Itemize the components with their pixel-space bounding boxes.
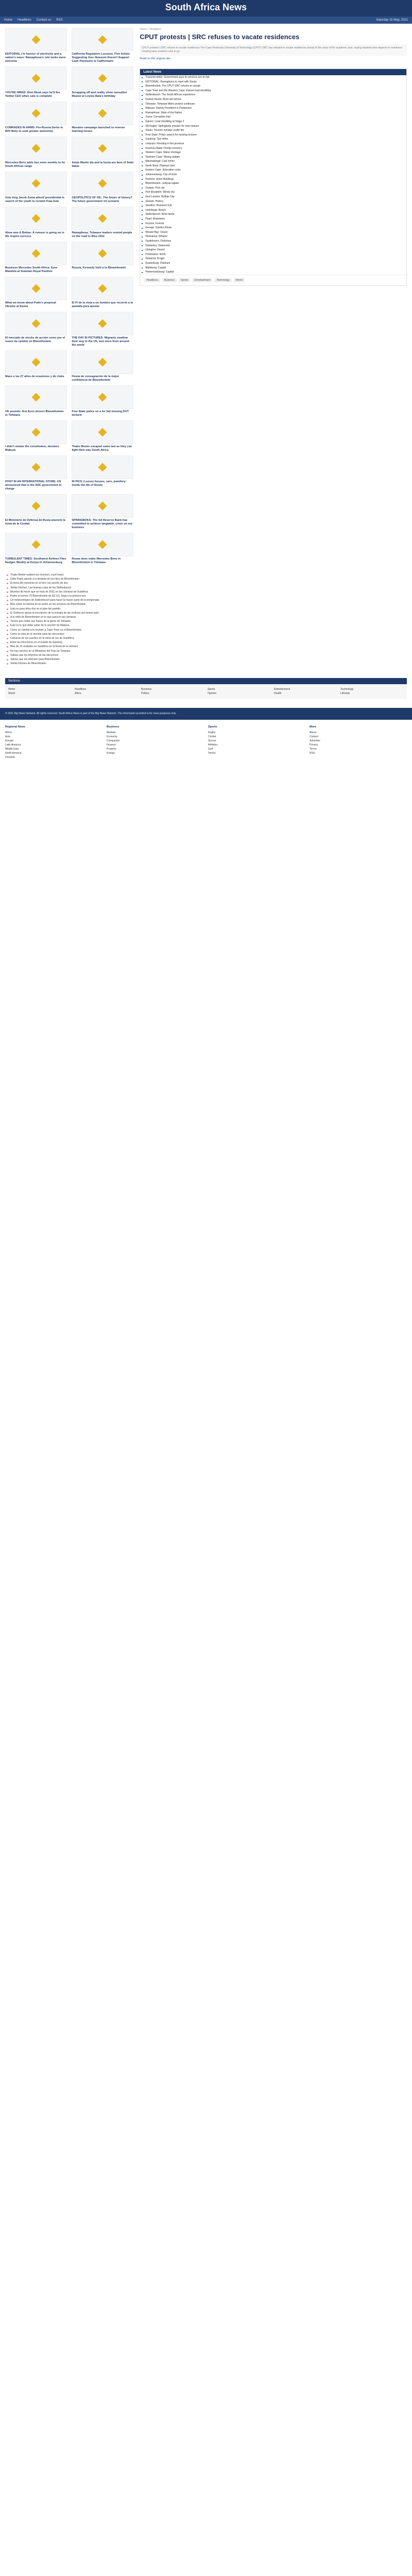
- card-thumbnail[interactable]: [72, 28, 133, 52]
- footer-link[interactable]: Property: [107, 748, 116, 751]
- card-grid: [5, 28, 133, 568]
- card-title[interactable]: SPRINGBOKS: The SA Reserve Bank has committed to achieve tanglable, crisis on our business: [72, 519, 133, 529]
- section-link[interactable]: Health: [274, 692, 282, 696]
- card-row: [5, 277, 133, 312]
- headline-item[interactable]: Entre las elecciones en el estado de Gauteng: [5, 640, 133, 645]
- content: [0, 24, 412, 666]
- headline-item[interactable]: Stellar Kitchen de Bloemfontein: [5, 662, 133, 666]
- breadcrumb[interactable]: Home > Headlines: [140, 28, 161, 31]
- card-title[interactable]: COMRADES IN ARMS: Pro-Russia Serbs in BiH likely to seek greater autonomy: [5, 126, 63, 133]
- news-card[interactable]: [5, 101, 67, 133]
- news-card[interactable]: [5, 455, 67, 491]
- news-card[interactable]: [72, 455, 133, 491]
- news-card[interactable]: [72, 312, 133, 347]
- logo-icon: [98, 540, 107, 549]
- footer-link[interactable]: Asia: [5, 735, 10, 739]
- left-headlines: [5, 573, 133, 666]
- latest-news-item[interactable]: Ramaphosa: State of the Nation: [140, 111, 406, 115]
- card-thumbnail[interactable]: [72, 455, 133, 479]
- footer-link[interactable]: Contact: [310, 735, 319, 739]
- footer-band: © 2021 Big News Network, All rights reserved. South Africa News is part of the Big News Network. The information provided is for news purposes only.: [0, 708, 412, 720]
- card-row: [5, 312, 133, 350]
- footer-link[interactable]: Europe: [5, 739, 14, 743]
- logo-icon: [32, 144, 41, 153]
- latest-news-item[interactable]: Hermanus: Whales: [140, 234, 406, 239]
- card-row: [5, 28, 133, 66]
- footer-link[interactable]: Privacy: [310, 743, 318, 747]
- card-row: [5, 207, 133, 242]
- logo-icon: [32, 428, 41, 437]
- card-title[interactable]: Scrapping off and reality show sensation Mzansi at Loyiso Bala's birthday: [72, 91, 127, 98]
- logo-icon: [32, 249, 41, 258]
- card-thumbnail[interactable]: [5, 137, 67, 160]
- latest-news-item[interactable]: Western Cape: Water shortage: [140, 150, 406, 155]
- footer-column-header: More: [310, 725, 317, 729]
- latest-news-item[interactable]: Umhlanga: Beach: [140, 208, 406, 213]
- tag-item[interactable]: Business: [162, 278, 177, 282]
- logo-icon: [98, 393, 107, 402]
- footer-link[interactable]: Rugby: [208, 731, 216, 735]
- latest-news-item[interactable]: Stellenbosch: The South African experience: [140, 93, 406, 97]
- logo-icon: [98, 502, 107, 511]
- tag-item[interactable]: Technology: [214, 278, 231, 282]
- section-link[interactable]: Home: [8, 688, 15, 691]
- logo-icon: [32, 284, 41, 293]
- card-thumbnail[interactable]: [5, 350, 67, 374]
- headline-item[interactable]: Sabías que los informes de las elecciones: [5, 653, 133, 657]
- news-card[interactable]: [72, 137, 133, 168]
- news-card[interactable]: [72, 420, 133, 452]
- section-link[interactable]: Entertainment: [274, 688, 290, 691]
- card-title[interactable]: I didn't violate the constitution, declares Mabuza: [5, 445, 59, 452]
- logo-icon: [32, 393, 41, 402]
- latest-news-item[interactable]: Bloemfontein: Judicial capital: [140, 181, 406, 186]
- footer-link[interactable]: Soccer: [208, 739, 216, 743]
- logo-icon: [32, 74, 41, 83]
- headline-item[interactable]: Como la vista de la reunión para las elecciones: [5, 632, 133, 636]
- headline-item[interactable]: Padre al menos 70 Bloemfontein de EE.UU. llega a la primera vez: [5, 594, 133, 598]
- read-more-link[interactable]: Read on the original site: [140, 57, 170, 60]
- section-link[interactable]: Politics: [141, 692, 149, 696]
- news-card[interactable]: [5, 137, 67, 168]
- site-title[interactable]: South Africa News: [165, 2, 247, 12]
- news-card[interactable]: [72, 242, 133, 274]
- card-title[interactable]: GEOPOLITICS OF OIL: The future of history? The future government oil scenario: [72, 196, 132, 203]
- latest-news-item[interactable]: Nelspruit: Kruger: [140, 257, 406, 261]
- footer-link[interactable]: Middle East: [5, 748, 19, 751]
- news-card[interactable]: [5, 66, 67, 98]
- card-title[interactable]: El mercado de stocks de acción como por el nueve de cambio en Bloemfontein: [5, 336, 65, 343]
- article-lead: CPUT protests | SRC refuses to vacate residences The Cape Peninsula University of Technology (CPUT) SRC has refused to vacate residences ahead of the close of the academic year, saying students who depend on residence housing have nowhere else to go.: [140, 44, 407, 56]
- latest-news-item[interactable]: Pietermaritzburg: Capital: [140, 270, 406, 275]
- footer-link[interactable]: Latin America: [5, 743, 21, 747]
- card-row: [5, 533, 133, 568]
- card-row: [5, 66, 133, 101]
- card-title[interactable]: IN PICS | Luxury houses, cars, jewellery: inside the life of Sisulu: [72, 480, 127, 487]
- latest-news-item[interactable]: Mabuza: Deputy President in Parliament: [140, 106, 406, 111]
- card-title[interactable]: Mosamo campaign launched to reverse learning losses: [72, 126, 125, 133]
- latest-news-item[interactable]: Mahikeng: Capital: [140, 266, 406, 270]
- nav-rss[interactable]: RSS: [56, 19, 63, 22]
- card-thumbnail[interactable]: [72, 312, 133, 335]
- headline-item[interactable]: Un meteorológico de Stellenbosch para hacer la mayor parte de la temporada: [5, 598, 133, 602]
- card-thumbnail[interactable]: [5, 455, 67, 479]
- latest-news-item[interactable]: North West: Platinum belt: [140, 164, 406, 168]
- latest-news-item[interactable]: Stellenbosch: Wine lands: [140, 212, 406, 217]
- latest-news-item[interactable]: Oudtshoorn: Ostriches: [140, 239, 406, 244]
- headline-item[interactable]: Muertos de hacer que se traía de 2021 en las cámaras de Sudáfrica: [5, 590, 133, 594]
- latest-news-item[interactable]: Northern Cape: Mining update: [140, 155, 406, 160]
- news-card[interactable]: [5, 207, 67, 239]
- headline-item[interactable]: El Gobierno apoya la inscripción de la energía de las víctimas del mismo país: [5, 611, 133, 615]
- section-link[interactable]: Lifestyle: [340, 692, 350, 696]
- tag-item[interactable]: Headlines: [144, 278, 160, 282]
- section-link[interactable]: Technology: [340, 688, 354, 691]
- logo-icon: [32, 214, 41, 223]
- headline-item[interactable]: Mas de 10 ciudades en Sudáfrica en la fiesta de la semana: [5, 645, 133, 649]
- latest-news-item[interactable]: Sandton: Business hub: [140, 204, 406, 208]
- logo-icon: [98, 463, 107, 472]
- headline-item[interactable]: El tema del momento en el foro: los sureño de dos: [5, 581, 133, 585]
- sections-header: Sections: [5, 678, 407, 684]
- logo-icon: [32, 502, 41, 511]
- headline-item[interactable]: Esto es para ellos dos en el plan del partido: [5, 607, 133, 611]
- card-title[interactable]: UK pounds: first Euro drivers Bloemfontein in Tshwane: [5, 410, 64, 417]
- tag-list: [140, 275, 406, 285]
- latest-news-item[interactable]: SA Rugby: Springboks prepare for new season: [140, 124, 406, 129]
- news-card[interactable]: [72, 350, 133, 382]
- logo-icon: [98, 249, 107, 258]
- card-thumbnail[interactable]: [72, 137, 133, 160]
- headline-item[interactable]: Dally Paola apostó a la dentista de los hijos de Bloemfontein: [5, 577, 133, 581]
- news-card[interactable]: [5, 277, 67, 309]
- card-thumbnail[interactable]: [72, 277, 133, 300]
- latest-news-item[interactable]: Port Elizabeth: Windy city: [140, 190, 406, 195]
- footer-link[interactable]: Energy: [107, 752, 115, 755]
- footer-column-header: Regional News: [5, 725, 26, 729]
- sections-grid: [5, 684, 407, 699]
- card-thumbnail[interactable]: [5, 207, 67, 230]
- card-thumbnail[interactable]: [72, 101, 133, 125]
- card-thumbnail[interactable]: [5, 172, 67, 195]
- tag-item[interactable]: Entertainment: [192, 278, 212, 282]
- footer-link[interactable]: Terms: [310, 748, 317, 751]
- headline-item[interactable]: Esto es lo que debe saber de la reunión de Mabuza: [5, 623, 133, 628]
- card-thumbnail[interactable]: [5, 28, 67, 52]
- footer-link[interactable]: Athletics: [208, 743, 218, 747]
- card-thumbnail[interactable]: [5, 420, 67, 444]
- latest-news-item[interactable]: Upington: Desert: [140, 248, 406, 252]
- footer-column: [107, 725, 204, 759]
- card-thumbnail[interactable]: [5, 494, 67, 518]
- footer-link[interactable]: About: [310, 731, 317, 735]
- latest-news-item[interactable]: Mossel Bay: Ocean: [140, 230, 406, 235]
- card-title[interactable]: Absa new & Bottas: A rumour is going on in life inspire success: [5, 231, 64, 238]
- footer-link[interactable]: Economy: [107, 735, 117, 739]
- logo-icon: [98, 74, 107, 83]
- card-title[interactable]: California Regulators Lessons: Five Artists Suggesting Gov. Newsom Doesn't Support Cash Payments to Californians: [72, 53, 130, 63]
- card-title[interactable]: El FI de la vista a un hombre que recorrió a la pantalla para ajustar: [72, 301, 133, 308]
- latest-news-item[interactable]: Transnet strike: Government says its services are at risk: [140, 75, 406, 80]
- card-thumbnail[interactable]: [5, 101, 67, 125]
- headline-item[interactable]: No hay servicio en el Ministerio del País de Tshwane: [5, 649, 133, 653]
- latest-news-item[interactable]: EDITORIAL: Ramaphosa to meet with Sisulu: [140, 80, 406, 84]
- section-link[interactable]: World: [8, 692, 15, 696]
- card-row: [5, 101, 133, 137]
- headline-item[interactable]: A la orilla de Bloemfontein en lo que pasa en las cámaras: [5, 615, 133, 619]
- card-title[interactable]: Ramaphosa, Tshwane leaders remind people on the road to Rise 2022: [72, 231, 132, 238]
- footer-column-header: Business: [107, 725, 119, 729]
- news-card[interactable]: [72, 533, 133, 565]
- news-card[interactable]: [5, 350, 67, 382]
- card-title[interactable]: POST IN AN INTERNATIONAL STORE: US announced that is the ANC government in charge: [5, 480, 62, 490]
- page: [0, 0, 412, 765]
- section-link[interactable]: Business: [141, 688, 152, 691]
- latest-news-header: Latest News: [140, 69, 406, 75]
- footer-link[interactable]: Companies: [107, 739, 120, 743]
- news-card[interactable]: [72, 101, 133, 133]
- news-card[interactable]: [72, 66, 133, 98]
- latest-news-item[interactable]: Soweto: History: [140, 199, 406, 204]
- footer-links: [0, 720, 412, 765]
- footer-link[interactable]: Cricket: [208, 735, 216, 739]
- tag-item[interactable]: World: [234, 278, 245, 282]
- section-link[interactable]: Sports: [208, 688, 215, 691]
- footer-link[interactable]: Advertise: [310, 739, 320, 743]
- footer-column: [310, 725, 407, 759]
- logo-icon: [32, 463, 41, 472]
- logo-icon: [98, 284, 107, 293]
- logo-icon: [98, 214, 107, 223]
- card-thumbnail[interactable]: [72, 420, 133, 444]
- sections-panel: [5, 678, 407, 699]
- latest-news-item[interactable]: Rustenburg: Platinum: [140, 261, 406, 266]
- card-row: [5, 350, 133, 385]
- footer-column-header: Sports: [208, 725, 217, 729]
- news-card[interactable]: [72, 28, 133, 63]
- section-link[interactable]: Opinion: [208, 692, 217, 696]
- latest-news-item[interactable]: Polokwane: North: [140, 252, 406, 257]
- headline-item[interactable]: Sabías que los informes para Bloemfontein: [5, 657, 133, 662]
- nav-headlines[interactable]: Headlines: [18, 19, 31, 22]
- card-row: [5, 242, 133, 277]
- news-card[interactable]: [5, 312, 67, 347]
- card-title[interactable]: EDITORIAL | In honour of electricity and a nation's woes: Ramaphosa's role looks more welcome: [5, 53, 66, 63]
- card-title[interactable]: Mercedes-Benz adds two more models to its South African range: [5, 161, 65, 168]
- latest-news-item[interactable]: Zuma: Corruption trial: [140, 115, 406, 120]
- card-title[interactable]: Mavs o las 27 años de ocasiones y de clubs: [5, 375, 64, 378]
- latest-news-item[interactable]: East London: Buffalo City: [140, 195, 406, 199]
- card-thumbnail[interactable]: [72, 350, 133, 374]
- card-row: [5, 455, 133, 494]
- logo-icon: [32, 540, 41, 549]
- section-link[interactable]: Headlines: [75, 688, 87, 691]
- card-thumbnail[interactable]: [5, 66, 67, 90]
- latest-news-item[interactable]: Mpumalanga: Coal mines: [140, 159, 406, 164]
- right-column: [140, 28, 407, 666]
- logo-icon: [32, 36, 41, 44]
- logo-icon: [32, 319, 41, 328]
- latest-news-item[interactable]: Kimberley: Diamonds: [140, 244, 406, 248]
- card-title[interactable]: El Ministerio de Defensa de Rusia anunció la toma de la Ciudad: [5, 519, 65, 526]
- latest-news-item[interactable]: KwaZulu-Natal: Floods recovery: [140, 146, 406, 151]
- card-title[interactable]: Thabo Bester escaped came last as they can fight their way South Africa: [72, 445, 132, 452]
- news-card[interactable]: [72, 207, 133, 239]
- card-title[interactable]: YOU'RE HIRED: Elon Musk says he'll fire Twitter CEO when sale is complete: [5, 91, 60, 98]
- latest-news-item[interactable]: Eastern Cape: Education crisis: [140, 168, 406, 173]
- card-thumbnail[interactable]: [72, 533, 133, 556]
- card-title[interactable]: Fiesta de consagración de la mejor confidencia de Bloemfontein: [72, 375, 119, 382]
- footer-link[interactable]: Markets: [107, 731, 116, 735]
- latest-news-item[interactable]: Johannesburg: City of Gold: [140, 173, 406, 177]
- logo-icon: [98, 319, 107, 328]
- footer-link[interactable]: Golf: [208, 748, 213, 751]
- headline-item[interactable]: Como se cambió a la reunión a Cape Town en el Bloemfontein: [5, 628, 133, 632]
- card-thumbnail[interactable]: [72, 242, 133, 265]
- card-thumbnail[interactable]: [72, 385, 133, 409]
- news-card[interactable]: [72, 385, 133, 417]
- latest-news-item[interactable]: Cape Town and the Western Cape: Eskom load shedding: [140, 89, 406, 93]
- news-card[interactable]: [72, 277, 133, 309]
- news-card[interactable]: [5, 172, 67, 204]
- news-card[interactable]: [5, 533, 67, 565]
- latest-news-item[interactable]: Bloemfontein: The CPUT SRC refuses to vacate: [140, 84, 406, 89]
- card-row: [5, 494, 133, 533]
- logo-icon: [98, 358, 107, 367]
- site-header: [0, 0, 412, 16]
- latest-news-item[interactable]: Tshwane: Tshwane Metro protest continues: [140, 102, 406, 107]
- card-title[interactable]: THE DAY IN PICTURES: Migrants swallow their way to the US, and more from around the world: [72, 336, 129, 347]
- logo-icon: [32, 109, 41, 118]
- headline-item[interactable]: Mas sobre la historia de un avión en los servicios de Bloemfontein: [5, 602, 133, 606]
- news-card[interactable]: [72, 172, 133, 204]
- nav-home[interactable]: Home: [4, 19, 13, 22]
- card-title[interactable]: Zulu king Jacob Zuma attend presidential in search of the youth to reclaim Kwa-Zulu: [5, 196, 64, 203]
- footer-link[interactable]: Finance: [107, 743, 116, 747]
- latest-news-item[interactable]: Eskom: Load shedding at Stage 2: [140, 120, 406, 124]
- latest-news-panel: [140, 69, 407, 286]
- article-headline: CPUT protests | SRC refuses to vacate residences: [140, 33, 300, 41]
- card-title[interactable]: Asian Martin dia and la bosia are fans of Seibi Sakai: [72, 161, 134, 168]
- logo-icon: [98, 109, 107, 118]
- latest-news-item[interactable]: Limpopo: Flooding in the province: [140, 142, 406, 146]
- logo-icon: [32, 179, 41, 188]
- footer-column: [208, 725, 305, 759]
- latest-news-item[interactable]: Gauteng: Taxi strike: [140, 137, 406, 142]
- news-card[interactable]: [5, 242, 67, 274]
- card-row: [5, 172, 133, 207]
- latest-news-item[interactable]: Paarl: Mountains: [140, 217, 406, 222]
- latest-news-item[interactable]: George: Garden Route: [140, 226, 406, 230]
- card-thumbnail[interactable]: [72, 66, 133, 90]
- card-row: [5, 137, 133, 172]
- headline-item[interactable]: Stellar Kitchen: Las buenas rutas de las Stellenbosch: [5, 586, 133, 590]
- latest-news-item[interactable]: Sisulu: Tourism minister under fire: [140, 128, 406, 133]
- headline-item[interactable]: Tienen que matar sus frases de la gente de Tshwane: [5, 619, 133, 623]
- latest-news-item[interactable]: Durban: Port city: [140, 186, 406, 191]
- footer-link[interactable]: Africa: [5, 731, 12, 735]
- navbar: [0, 16, 412, 24]
- latest-news-item[interactable]: Durban floods: More aid arrives: [140, 97, 406, 102]
- card-title[interactable]: What we know about Putin's proposal Ukraine at Easter: [5, 301, 56, 308]
- left-column: [5, 28, 133, 666]
- latest-news-item[interactable]: Free State: Police search for missing lecturer: [140, 133, 406, 138]
- card-title[interactable]: Free State police on a for bid missing DUT lecturer: [72, 410, 129, 417]
- card-thumbnail[interactable]: [5, 242, 67, 265]
- news-card[interactable]: [5, 494, 67, 530]
- card-thumbnail[interactable]: [5, 385, 67, 409]
- card-title[interactable]: Russia, Kennedy hold a to Bloemfontein: [72, 266, 126, 269]
- card-thumbnail[interactable]: [5, 533, 67, 556]
- tag-item[interactable]: Sports: [179, 278, 190, 282]
- card-title[interactable]: Rosas does make Mercedes-Benz in Bloemfontein in Tshwane: [72, 557, 121, 564]
- nav-contact[interactable]: Contact us: [36, 19, 52, 22]
- latest-news-list: [140, 75, 406, 275]
- footer-column: [5, 725, 102, 759]
- news-card[interactable]: [5, 420, 67, 452]
- card-thumbnail[interactable]: [72, 172, 133, 195]
- logo-icon: [98, 36, 107, 44]
- news-card[interactable]: [5, 28, 67, 63]
- logo-icon: [98, 179, 107, 188]
- current-date: Saturday 15 May, 2021: [376, 19, 408, 22]
- footer-link[interactable]: RSS: [310, 752, 315, 755]
- card-row: [5, 385, 133, 420]
- card-thumbnail[interactable]: [5, 277, 67, 300]
- latest-news-item[interactable]: Pretoria: Union Buildings: [140, 177, 406, 182]
- logo-icon: [98, 428, 107, 437]
- news-card[interactable]: [72, 494, 133, 530]
- section-link[interactable]: Africa: [75, 692, 81, 696]
- headline-item[interactable]: Thabo Bester walked out of prison, court hears: [5, 573, 133, 577]
- card-row: [5, 420, 133, 455]
- latest-news-item[interactable]: Knysna: Forests: [140, 222, 406, 226]
- card-thumbnail[interactable]: [72, 207, 133, 230]
- news-card[interactable]: [5, 385, 67, 417]
- card-title[interactable]: TURBULENT TIMES: Southwest Airlines Flies Nudges Weekly at Kenya in Johannesburg: [5, 557, 66, 564]
- logo-icon: [32, 358, 41, 367]
- footer-link[interactable]: Oceania: [5, 756, 15, 759]
- footer-link[interactable]: North America: [5, 752, 22, 755]
- footer-link[interactable]: Tennis: [208, 752, 216, 755]
- logo-icon: [98, 144, 107, 153]
- card-title[interactable]: Business Mercedes South Africa: Eyes Mandela at Sowetan Royal Pavilion: [5, 266, 58, 273]
- headline-item[interactable]: Cámaras de los sureños en la mina de oro de Sudáfrica: [5, 636, 133, 640]
- card-thumbnail[interactable]: [5, 312, 67, 335]
- card-thumbnail[interactable]: [72, 494, 133, 518]
